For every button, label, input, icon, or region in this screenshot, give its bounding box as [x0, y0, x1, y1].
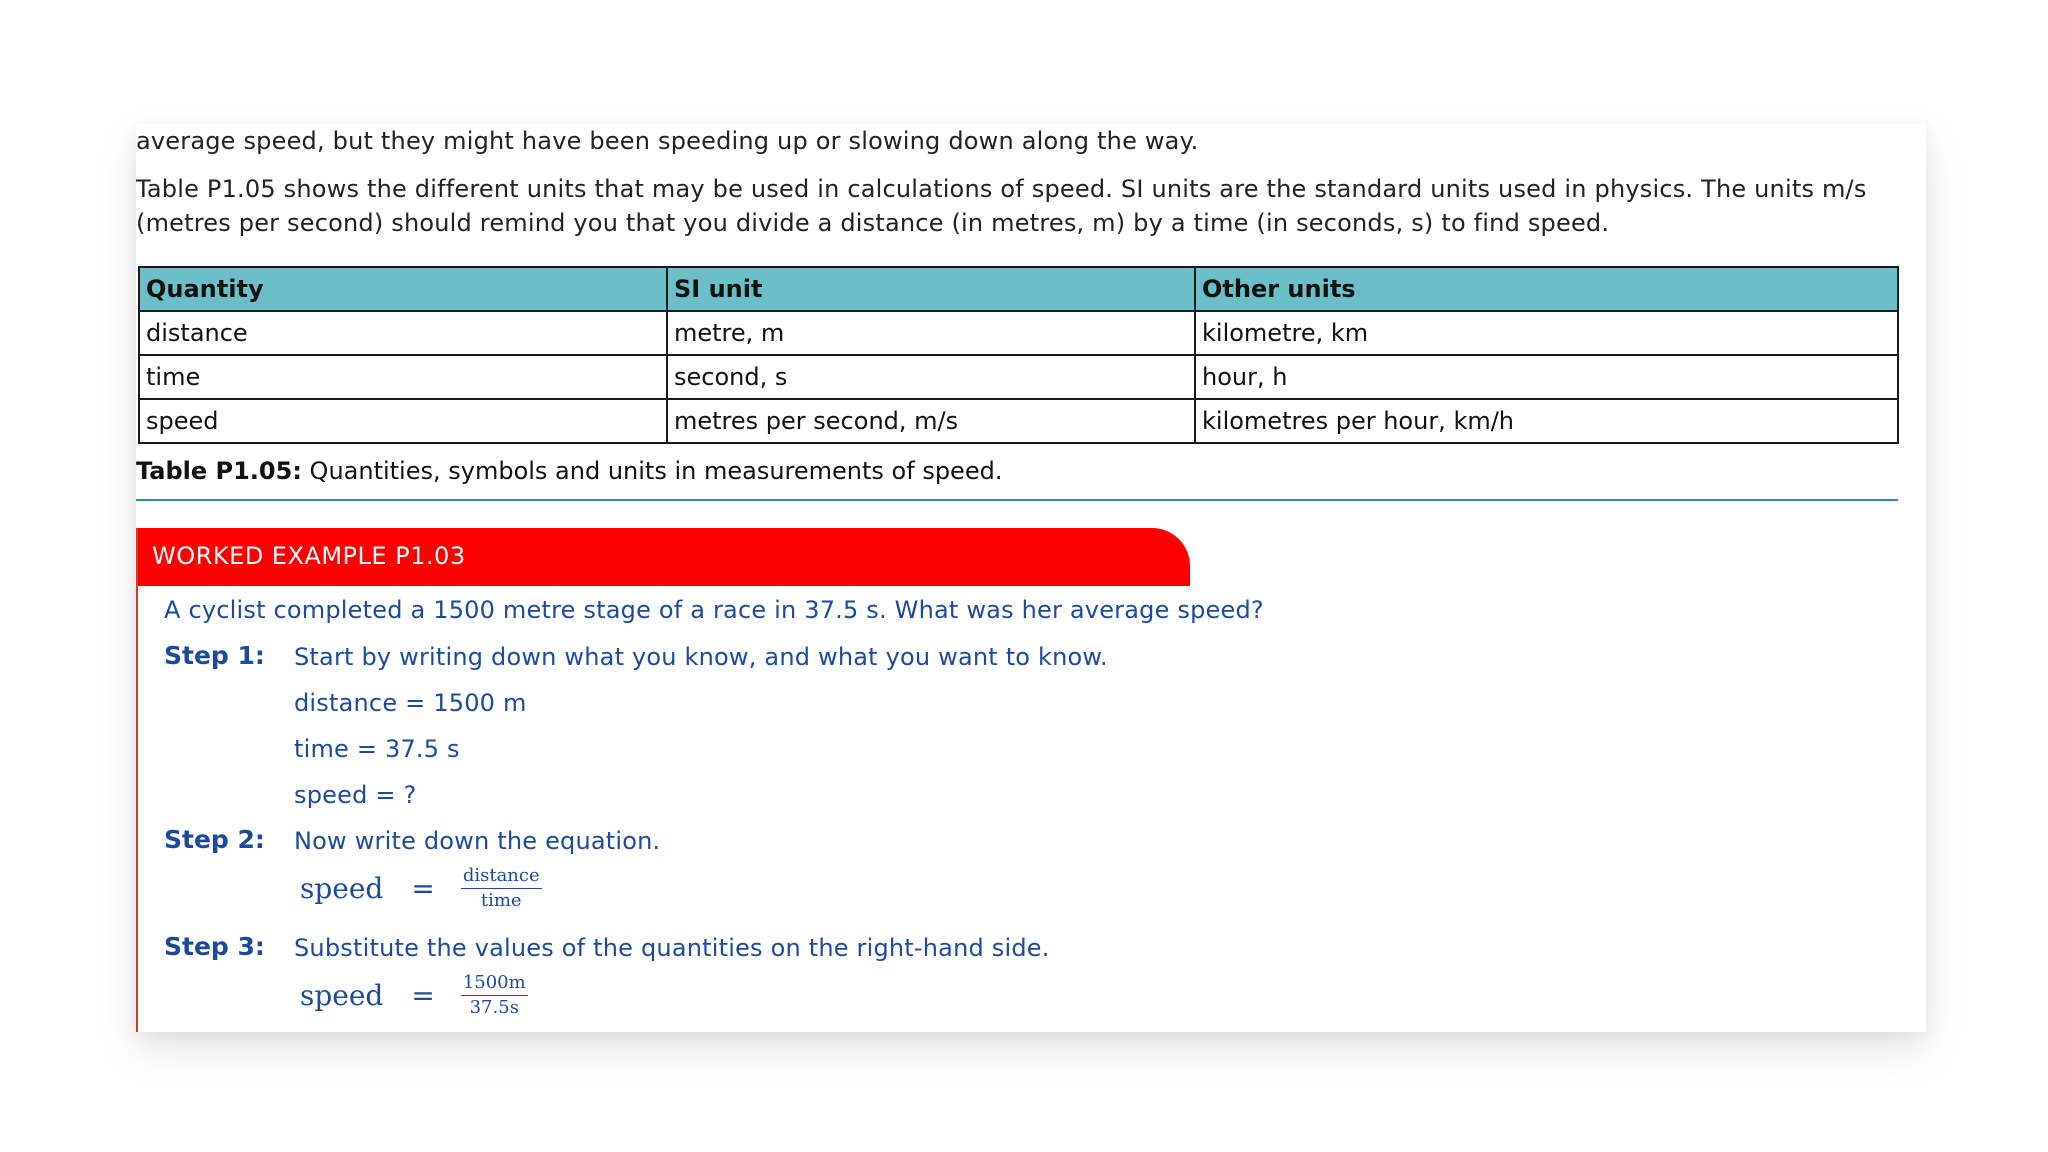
- fraction-numerator: distance: [461, 865, 542, 889]
- substituted-equation: [300, 972, 528, 1019]
- table-cell: distance: [139, 311, 667, 355]
- step-3-text: Substitute the values of the quantities on the right-hand side.: [294, 934, 1050, 962]
- fraction-numerator: 1500m: [461, 972, 528, 996]
- book-page: [136, 124, 1926, 1032]
- speed-equation: [300, 865, 542, 912]
- table-header-cell: SI unit: [667, 267, 1195, 311]
- fraction-denominator: 37.5s: [469, 997, 519, 1018]
- section-divider: [136, 499, 1898, 501]
- paragraph-intro: average speed, but they might have been speeding up or slowing down along the way.: [136, 127, 1199, 155]
- fraction: [461, 972, 528, 1019]
- step-1-line: speed = ?: [294, 781, 417, 809]
- equation-lhs: speed: [300, 979, 384, 1012]
- step-2-text: Now write down the equation.: [294, 827, 661, 855]
- table-header-cell: Quantity: [139, 267, 667, 311]
- step-1-label: Step 1:: [164, 641, 265, 670]
- fraction-denominator: time: [480, 890, 522, 911]
- table-row: [139, 311, 1898, 355]
- table-caption-text: Quantities, symbols and units in measurements of speed.: [301, 457, 1003, 485]
- table-cell: metre, m: [667, 311, 1195, 355]
- step-2-label: Step 2:: [164, 825, 265, 854]
- equals-sign: =: [411, 872, 435, 905]
- worked-example-box: [136, 528, 1900, 1032]
- step-1-line: time = 37.5 s: [294, 735, 460, 763]
- table-cell: hour, h: [1195, 355, 1898, 399]
- table-cell: time: [139, 355, 667, 399]
- equation-lhs: speed: [300, 872, 384, 905]
- table-cell: second, s: [667, 355, 1195, 399]
- fraction: [461, 865, 542, 912]
- units-table: [138, 266, 1899, 444]
- table-caption: [136, 454, 1002, 488]
- table-cell: speed: [139, 399, 667, 443]
- table-cell: kilometres per hour, km/h: [1195, 399, 1898, 443]
- table-caption-label: Table P1.05:: [136, 457, 302, 485]
- step-1-line: distance = 1500 m: [294, 689, 527, 717]
- paragraph-units: Table P1.05 shows the different units that may be used in calculations of speed. SI units are the standard units used in physics. The units m/s (metres per second) should remind you that you divide a distance (in metres, m) by a time (in seconds, s) to find speed.: [136, 175, 1867, 237]
- worked-example-header: [138, 528, 1190, 586]
- step-3-label: Step 3:: [164, 932, 265, 961]
- worked-example-question: A cyclist completed a 1500 metre stage of a race in 37.5 s. What was her average speed?: [164, 596, 1264, 624]
- step-1-text: Start by writing down what you know, and what you want to know.: [294, 643, 1108, 671]
- table-cell: metres per second, m/s: [667, 399, 1195, 443]
- table-header-cell: Other units: [1195, 267, 1898, 311]
- table-row: [139, 399, 1898, 443]
- worked-example-title: WORKED EXAMPLE P1.03: [152, 542, 466, 570]
- table-cell: kilometre, km: [1195, 311, 1898, 355]
- equals-sign: =: [411, 979, 435, 1012]
- table-row: [139, 355, 1898, 399]
- table-header-row: [139, 267, 1898, 311]
